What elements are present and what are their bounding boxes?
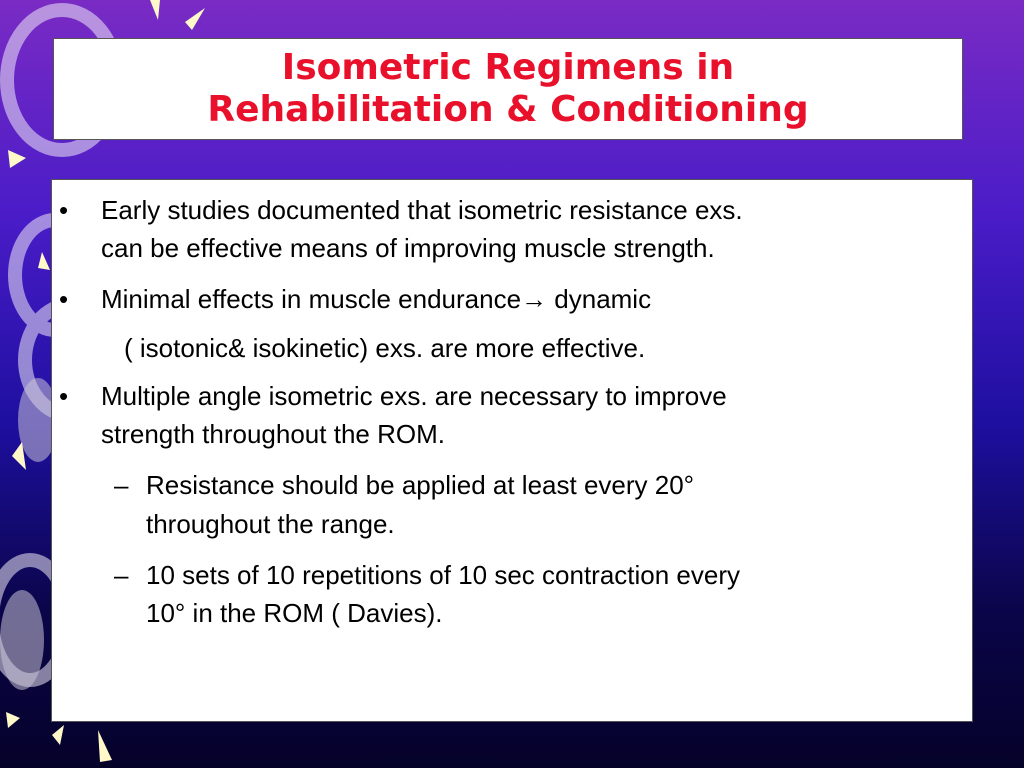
content-box [51,179,973,722]
bullet-marker: • [59,381,69,411]
leaf-shape [185,8,205,30]
leaf-shape [8,150,26,168]
bullet-marker: • [59,195,69,225]
bullet-marker: • [59,284,69,314]
leaf-shape [150,0,160,20]
title-box [53,38,963,140]
leaf-shape [38,252,50,270]
bullet-2-line-2: ( isotonic& isokinetic) exs. are more effective. [124,333,646,363]
leaf-shape [52,725,64,745]
swirl-blobs [0,378,58,690]
sub-bullet-2-line-2: 10° in the ROM ( Davies). [146,598,443,628]
bullet-2-line-1: Minimal effects in muscle endurance→ dynamic [101,284,652,314]
swirl-blob [0,590,44,690]
sub-bullet-2-line-1: 10 sets of 10 repetitions of 10 sec contraction every [146,560,741,590]
bullet-1-line-2: can be effective means of improving muscle strength. [101,233,715,263]
slide-title-line-2: Rehabilitation & Conditioning [207,89,809,130]
sub-bullet-1-line-1: Resistance should be applied at least every 20° [146,470,695,500]
sub-bullet-marker: – [114,470,129,500]
leaf-shape [98,730,112,762]
sub-bullet-marker: – [114,560,129,590]
bullet-1-line-1: Early studies documented that isometric resistance exs. [101,195,743,225]
bullet-3-line-1: Multiple angle isometric exs. are necessary to improve [101,381,727,411]
slide-title-line-1: Isometric Regimens in [281,47,735,88]
bullet-3-line-2: strength throughout the ROM. [101,419,445,449]
sub-bullet-1-line-2: throughout the range. [146,509,395,539]
leaf-shape [6,712,20,728]
